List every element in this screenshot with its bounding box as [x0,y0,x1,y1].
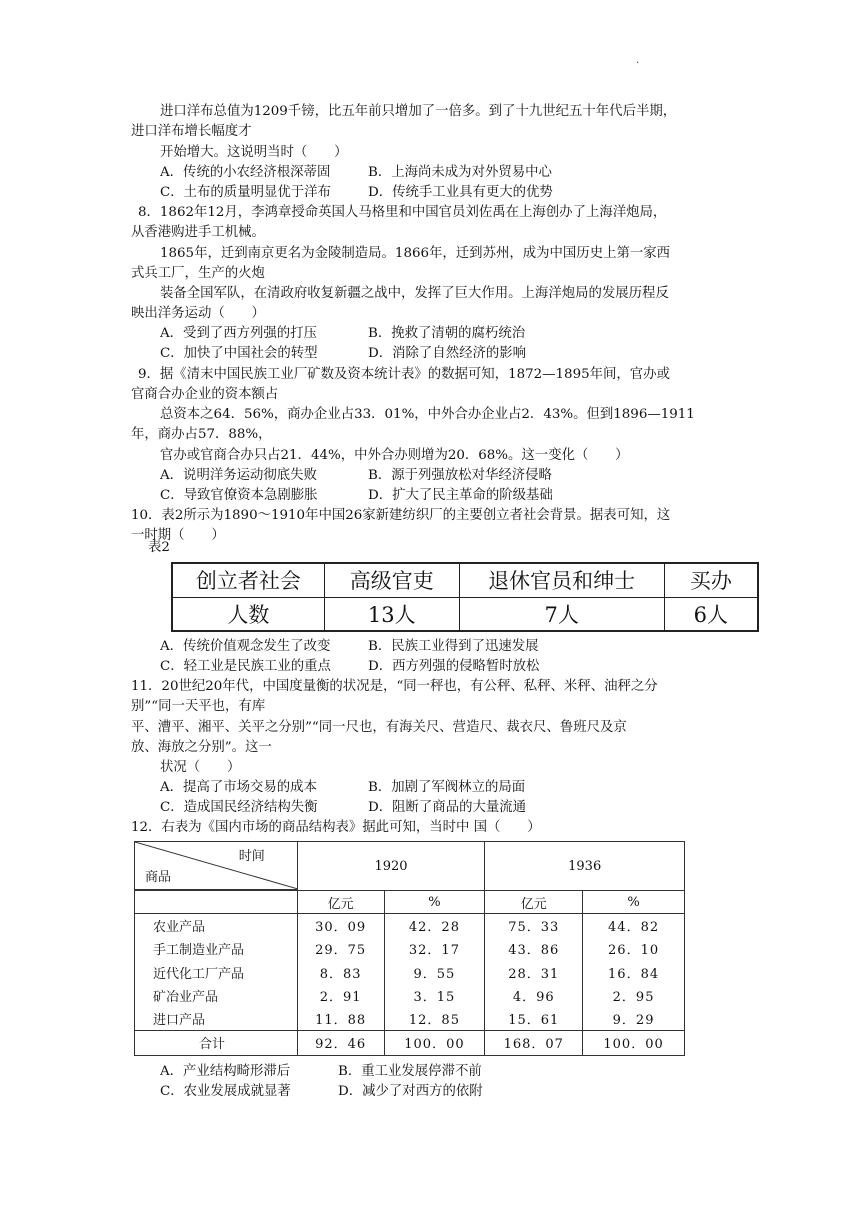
table-cell: 11．88 [297,1007,384,1031]
q10-option-b[interactable]: B．民族工业得到了迅速发展 [368,639,539,654]
founders-cell: 退休官员和绅士 [459,563,664,597]
q8-options-row-2 [160,344,760,364]
commodity-name: 手工制造业产品 [135,937,298,960]
table-row [135,914,685,938]
table-row [135,1007,685,1031]
q10-table-caption: 表2 [148,540,170,555]
corner-label-commodity: 商品 [145,870,172,886]
q10-line-2: 一时期（ ） [131,528,225,543]
table-cell: 100．00 [583,1030,685,1055]
table-cell: 4．96 [485,984,583,1007]
table-row [135,984,685,1007]
commodity-name: 农业产品 [135,914,298,938]
q10-option-d[interactable]: D．西方列强的侵略暂时放松 [368,659,540,674]
q7-option-a[interactable]: A．传统的小农经济根深蒂固 [160,165,331,180]
table-cell: 75．33 [485,914,583,938]
corner-mark: · [636,58,640,69]
q10-option-c[interactable]: C．轻工业是民族工业的重点 [160,659,331,674]
q8-line-6: 映出洋务运动（ ） [131,306,265,321]
table-cell: 16．84 [583,961,685,984]
table-row [135,961,685,984]
table-cell: 2．91 [297,984,384,1007]
total-label: 合计 [135,1030,298,1055]
year-header: 1936 [485,842,685,891]
table-cell: 3．15 [384,984,485,1007]
founders-cell: 7人 [459,597,664,631]
q7-option-b[interactable]: B．上海尚未成为对外贸易中心 [368,165,552,180]
founders-table [171,562,759,632]
table-cell: 30．09 [297,914,384,938]
q12-option-b[interactable]: B．重工业发展停滞不前 [338,1064,482,1079]
q7-line-3: 开始增大。这说明当时（ ） [160,145,348,160]
q9-option-c[interactable]: C．导致官僚资本急剧膨胀 [160,488,318,503]
commodity-unit-row [135,891,685,914]
q11-line-4: 放、海放之分别”。这一 [131,740,272,755]
q8-line-1: 8．1862年12月，李鸿章授命英国人马格里和中国官员刘佐禹在上海创办了上海洋炮局， [138,205,667,220]
table-cell: 12．85 [384,1007,485,1031]
q8-line-3: 1865年，迁到南京更名为金陵制造局。1866年，迁到苏州，成为中国历史上第一家西 [160,246,671,261]
q8-option-c[interactable]: C．加快了中国社会的转型 [160,346,318,361]
q9-option-d[interactable]: D．扩大了民主革命的阶级基础 [368,488,553,503]
commodity-name: 近代化工厂产品 [135,961,298,984]
q9-line-5: 官办或官商合办只占21．44%，中外合办则增为20．68%。这一变化（ ） [160,448,629,463]
unit-header: 亿元 [485,891,583,914]
unit-header: % [583,891,685,914]
q10-option-a[interactable]: A．传统价值观念发生了改变 [160,639,331,654]
table-cell: 29．75 [297,937,384,960]
q12-line-1: 12．右表为《国内市场的商品结构表》据此可知，当时中 国（ ） [131,820,541,835]
commodity-year-row [135,842,685,891]
q11-line-1: 11．20世纪20年代，中国度量衡的状况是，“同一秤也，有公秤、私秤、米秤、油秤之分 [131,679,658,694]
founders-cell: 买办 [664,563,758,597]
table-cell: 100．00 [384,1030,485,1055]
q11-line-2: 别”“同一天平也，有库 [131,699,266,714]
unit-cell-empty [135,891,298,914]
table-cell: 92．46 [297,1030,384,1055]
q10-options-row-1 [160,637,760,657]
q9-option-b[interactable]: B．源于列强放松对华经济侵略 [368,468,552,483]
q11-line-3: 平、漕平、湘平、关平之分别”“同一尺也，有海关尺、营造尺、裁衣尺、鲁班尺及京 [131,720,627,735]
table-cell: 9．55 [384,961,485,984]
founders-cell: 高级官吏 [324,563,459,597]
q11-option-c[interactable]: C．造成国民经济结构失衡 [160,800,318,815]
q11-option-d[interactable]: D．阻断了商品的大量流通 [368,800,527,815]
q11-line-5: 状况（ ） [160,760,241,775]
table-cell: 28．31 [485,961,583,984]
unit-header: 亿元 [297,891,384,914]
q11-options-row-2 [160,798,760,818]
founders-cell: 6人 [664,597,758,631]
table-cell: 8．83 [297,961,384,984]
table-cell: 26．10 [583,937,685,960]
q7-line-2: 进口洋布增长幅度才 [131,124,252,139]
table-cell: 15．61 [485,1007,583,1031]
q7-options-row-2 [160,183,760,203]
commodity-structure-table [134,841,685,1056]
founders-cell: 13人 [324,597,459,631]
table-cell: 9．29 [583,1007,685,1031]
founders-header-row [172,563,758,597]
q9-option-a[interactable]: A．说明洋务运动彻底失败 [160,468,317,483]
table-cell: 42．28 [384,914,485,938]
q11-option-a[interactable]: A．提高了市场交易的成本 [160,780,317,795]
q8-option-b[interactable]: B．挽救了清朝的腐朽统治 [368,326,526,341]
q12-options-row-1 [160,1062,760,1082]
q8-line-2: 从香港购进手工机械。 [131,225,265,240]
q11-option-b[interactable]: B．加剧了军阀林立的局面 [368,780,526,795]
table-cell: 2．95 [583,984,685,1007]
table-cell: 43．86 [485,937,583,960]
founders-cell: 创立者社会 [172,563,324,597]
q9-line-1: 9．据《清末中国民族工业厂矿数及资本统计表》的数据可知，1872—1895年间，官办或 [138,367,670,382]
q12-options-row-2 [160,1082,760,1102]
q9-options-row-1 [160,466,760,486]
table-row [135,937,685,960]
q12-option-a[interactable]: A．产业结构畸形滞后 [160,1064,291,1079]
q9-line-3: 总资本之64．56%，商办企业占33．01%，中外合办企业占2．43%。但到1896—1911 [160,407,695,422]
founders-count-row [172,597,758,631]
diagonal-header-cell [135,842,298,891]
q7-options-row-1 [160,163,760,183]
q7-option-c[interactable]: C．土布的质量明显优于洋布 [160,185,331,200]
commodity-name: 进口产品 [135,1007,298,1031]
q9-line-2: 官商合办企业的资本额占 [131,387,279,402]
q7-line-1: 进口洋布总值为1209千镑，比五年前只增加了一倍多。到了十九世纪五十年代后半期， [160,104,677,119]
q9-options-row-2 [160,486,760,506]
q12-option-d[interactable]: D．减少了对西方的依附 [338,1084,483,1099]
q12-option-c[interactable]: C．农业发展成就显著 [160,1084,291,1099]
table-cell: 168．07 [485,1030,583,1055]
unit-header: % [384,891,485,914]
q8-option-d[interactable]: D．消除了自然经济的影响 [368,346,527,361]
table-cell: 32．17 [384,937,485,960]
q10-options-row-2 [160,657,760,677]
commodity-name: 矿冶业产品 [135,984,298,1007]
q8-option-a[interactable]: A．受到了西方列强的打压 [160,326,317,341]
q9-line-4: 年，商办占57．88%， [131,427,272,442]
total-row [135,1030,685,1055]
q8-line-4: 式兵工厂，生产的火炮 [131,266,265,281]
q7-option-d[interactable]: D．传统手工业具有更大的优势 [368,185,553,200]
corner-label-time: 时间 [238,849,265,865]
year-header: 1920 [297,842,485,891]
table-cell: 44．82 [583,914,685,938]
q8-line-5: 装备全国军队，在清政府收复新疆之战中，发挥了巨大作用。上海洋炮局的发展历程反 [160,286,669,301]
founders-cell: 人数 [172,597,324,631]
q10-line-1: 10．表2所示为1890～1910年中国26家新建纺织厂的主要创立者社会背景。据表可知，这 [131,508,671,523]
q8-options-row-1 [160,324,760,344]
q11-options-row-1 [160,778,760,798]
